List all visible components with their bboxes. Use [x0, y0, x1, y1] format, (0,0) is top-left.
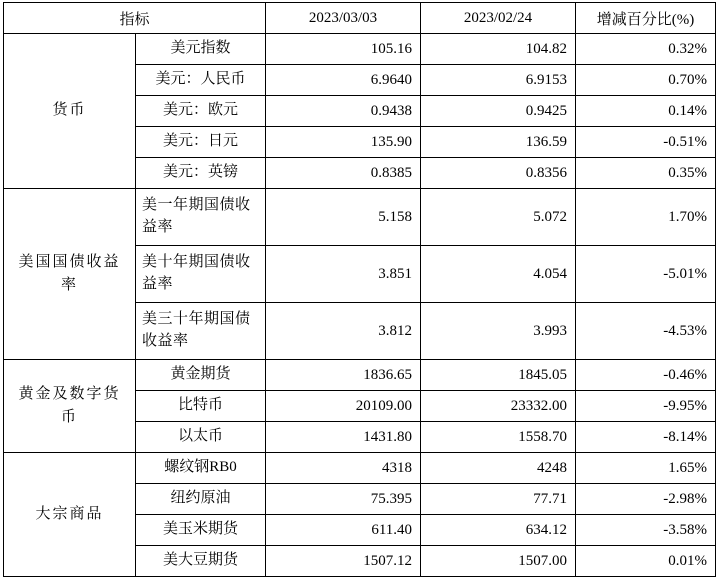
row-value-previous: 1507.00 [421, 546, 576, 577]
row-value-current: 1507.12 [266, 546, 421, 577]
row-value-previous: 136.59 [421, 127, 576, 158]
table-row [4, 453, 716, 484]
row-item-label: 美玉米期货 [136, 515, 266, 546]
row-item-label: 纽约原油 [136, 484, 266, 515]
group-label-gold-and-crypto: 黄金及数字货币 [4, 360, 136, 453]
row-value-previous: 3.993 [421, 303, 576, 360]
row-change-percent: 0.32% [576, 34, 716, 65]
row-value-current: 5.158 [266, 189, 421, 246]
row-change-percent: -5.01% [576, 246, 716, 303]
group-label-us-treasury-yield: 美国国债收益率 [4, 189, 136, 360]
row-item-label: 美元：英镑 [136, 158, 266, 189]
row-item-label: 美元：人民币 [136, 65, 266, 96]
financial-indicator-table [3, 2, 716, 577]
row-value-previous: 5.072 [421, 189, 576, 246]
row-item-label: 比特币 [136, 391, 266, 422]
row-change-percent: 1.70% [576, 189, 716, 246]
row-value-previous: 1558.70 [421, 422, 576, 453]
row-value-previous: 4.054 [421, 246, 576, 303]
row-change-percent: 1.65% [576, 453, 716, 484]
row-change-percent: -9.95% [576, 391, 716, 422]
column-header-date-previous: 2023/02/24 [421, 3, 576, 34]
row-value-previous: 0.8356 [421, 158, 576, 189]
column-header-date-current: 2023/03/03 [266, 3, 421, 34]
row-item-label: 以太币 [136, 422, 266, 453]
row-item-label: 美元指数 [136, 34, 266, 65]
row-value-previous: 6.9153 [421, 65, 576, 96]
row-item-label: 美大豆期货 [136, 546, 266, 577]
table-row [4, 34, 716, 65]
group-label-currency: 货币 [4, 34, 136, 189]
row-change-percent: -4.53% [576, 303, 716, 360]
row-value-current: 135.90 [266, 127, 421, 158]
row-value-previous: 77.71 [421, 484, 576, 515]
row-value-current: 611.40 [266, 515, 421, 546]
row-value-current: 0.8385 [266, 158, 421, 189]
row-item-label: 美一年期国债收益率 [136, 189, 266, 246]
row-value-current: 3.812 [266, 303, 421, 360]
row-change-percent: 0.70% [576, 65, 716, 96]
row-value-current: 1431.80 [266, 422, 421, 453]
row-value-current: 4318 [266, 453, 421, 484]
row-change-percent: -3.58% [576, 515, 716, 546]
column-header-change-percent: 增减百分比(%) [576, 3, 716, 34]
row-value-current: 6.9640 [266, 65, 421, 96]
row-value-previous: 1845.05 [421, 360, 576, 391]
table-header-row [4, 3, 716, 34]
row-value-previous: 104.82 [421, 34, 576, 65]
row-value-current: 75.395 [266, 484, 421, 515]
column-header-indicator: 指标 [4, 3, 266, 34]
row-change-percent: 0.14% [576, 96, 716, 127]
row-value-current: 105.16 [266, 34, 421, 65]
row-value-current: 3.851 [266, 246, 421, 303]
row-change-percent: 0.01% [576, 546, 716, 577]
table-row [4, 189, 716, 246]
financial-indicator-table-page [0, 2, 718, 569]
row-change-percent: -0.46% [576, 360, 716, 391]
row-item-label: 螺纹钢RB0 [136, 453, 266, 484]
row-change-percent: 0.35% [576, 158, 716, 189]
row-item-label: 黄金期货 [136, 360, 266, 391]
row-value-previous: 634.12 [421, 515, 576, 546]
row-change-percent: -0.51% [576, 127, 716, 158]
row-value-previous: 4248 [421, 453, 576, 484]
row-value-current: 0.9438 [266, 96, 421, 127]
row-value-current: 20109.00 [266, 391, 421, 422]
row-item-label: 美三十年期国债收益率 [136, 303, 266, 360]
row-change-percent: -2.98% [576, 484, 716, 515]
row-item-label: 美元：欧元 [136, 96, 266, 127]
row-value-previous: 0.9425 [421, 96, 576, 127]
row-value-previous: 23332.00 [421, 391, 576, 422]
row-value-current: 1836.65 [266, 360, 421, 391]
row-item-label: 美元：日元 [136, 127, 266, 158]
row-item-label: 美十年期国债收益率 [136, 246, 266, 303]
row-change-percent: -8.14% [576, 422, 716, 453]
group-label-commodities: 大宗商品 [4, 453, 136, 577]
table-row [4, 360, 716, 391]
